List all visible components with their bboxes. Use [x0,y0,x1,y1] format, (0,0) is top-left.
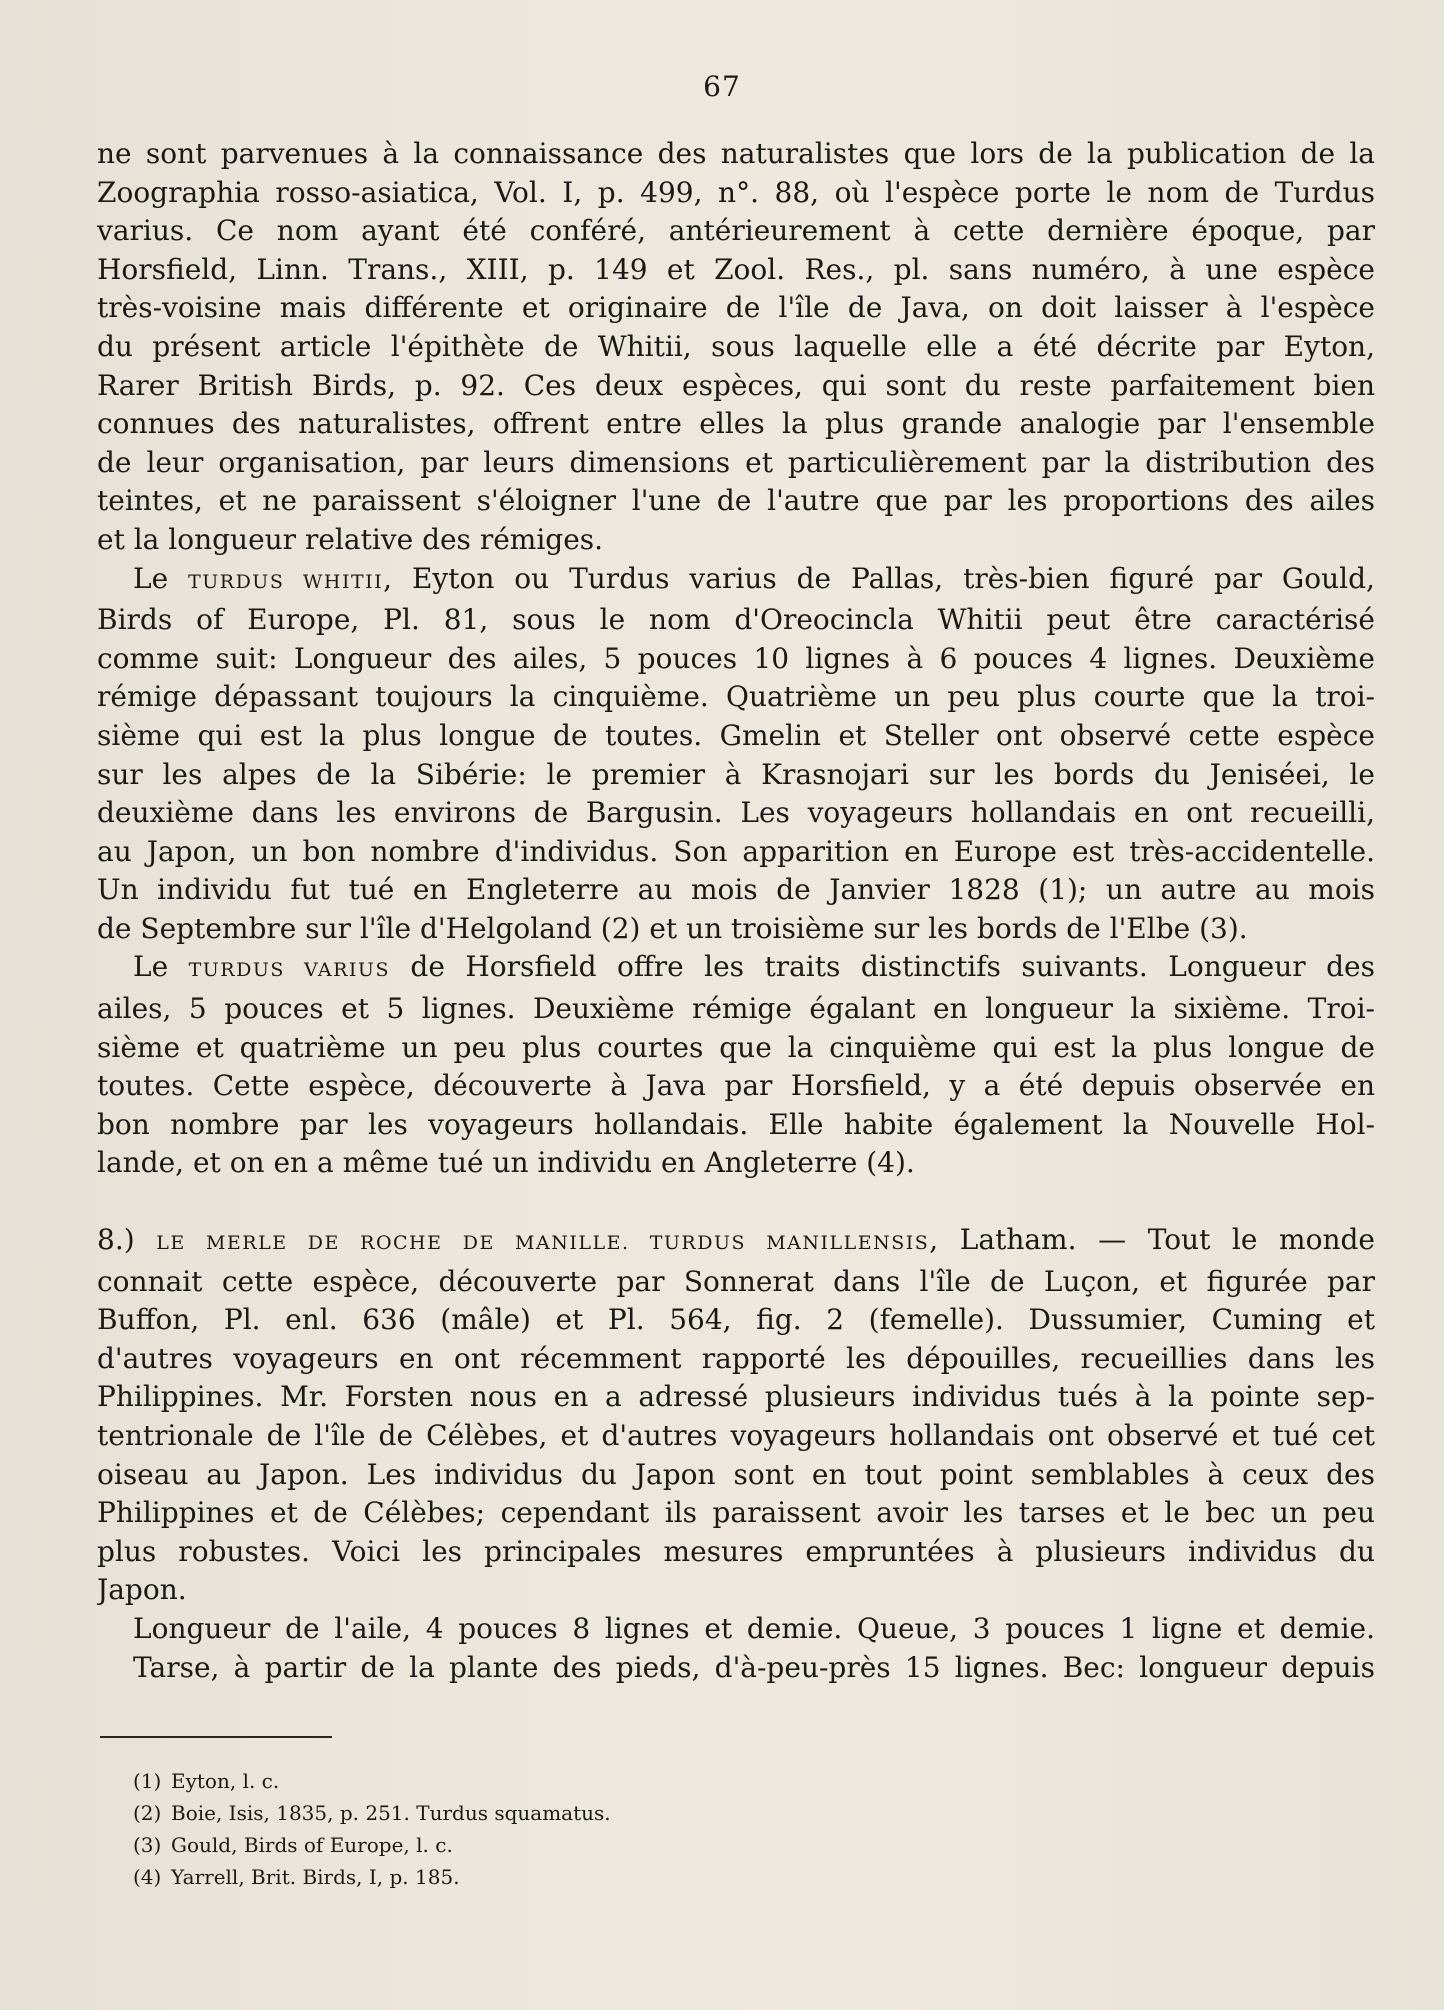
text-line: au Japon, un bon nombre d'individus. Son apparition en Europe est très-accidentelle. [97,834,1375,868]
line-rest: de Horsfield offre les traits distinctifs suivants. Longueur des [389,950,1375,984]
text-line: tentrionale de l'île de Célèbes, et d'autres voyageurs hollandais ont observé et tué cet [97,1419,1375,1452]
text-line: Zoographia rosso-asiatica, Vol. I, p. 499, n°. 88, où l'espèce porte le nom de Turdus [97,175,1375,209]
text-line: comme suit: Longueur des ailes, 5 pouces 10 lignes à 6 pouces 4 lignes. Deuxième [97,641,1375,675]
text-line: Un individu fut tué en Engleterre au mois de Janvier 1828 (1); un autre au mois [97,873,1375,907]
section-number: 8.) [97,1223,157,1257]
footnote-text: Gould, Birds of Europe, l. c. [171,1833,453,1857]
text-line: Tarse, à partir de la plante des pieds, d'à-peu-près 15 lignes. Bec: longueur depuis [133,1650,1375,1684]
text-line: Philippines. Mr. Forsten nous en a adressé plusieurs individus tués à la pointe sep- [97,1380,1375,1414]
text-line: teintes, et ne paraissent s'éloigner l'une de l'autre que par les proportions des ailes [97,484,1375,518]
page-number: 67 [703,70,741,103]
footnote-text: Yarrell, Brit. Birds, I, p. 185. [171,1865,460,1889]
text-line: sième et quatrième un peu plus courtes que la cinquième qui est la plus longue de [97,1030,1375,1064]
paragraph-5 [97,1610,1375,1687]
text-line: Philippines et de Célèbes; cependant ils paraissent avoir les tarses et le bec un peu [97,1496,1375,1530]
footnote [133,1765,611,1797]
footnote-number: (4) [133,1865,162,1889]
text-line: ne sont parvenues à la connaissance des naturalistes que lors de la publication de la [97,137,1375,170]
species-name-smallcaps: TURDUS WHITII [188,570,384,593]
species-name-smallcaps: TURDUS VARIUS [188,959,390,982]
text-line [97,1221,1375,1263]
section-gap [97,1183,1375,1221]
line-rest: , Eyton ou Turdus varius de Pallas, très-bien figuré par Gould, [383,561,1375,595]
footnote [133,1797,611,1829]
text-line: Horsfield, Linn. Trans., XIII, p. 149 et Zool. Res., pl. sans numéro, à une espèce [97,252,1375,286]
text-line: de Septembre sur l'île d'Helgoland (2) et un troisième sur les bords de l'Elbe (3). [97,911,1248,945]
text-line: varius. Ce nom ayant été conféré, antérieurement à cette dernière époque, par [97,214,1375,248]
text-line: ailes, 5 pouces et 5 lignes. Deuxième rémige égalant en longueur la sixième. Troi- [97,992,1375,1026]
line-lead: Le [133,561,189,595]
line-rest: , Latham. — Tout le monde [929,1223,1375,1257]
text-line: Longueur de l'aile, 4 pouces 8 lignes et demie. Queue, 3 pouces 1 ligne et demie. [133,1611,1375,1645]
text-line: oiseau au Japon. Les individus du Japon sont en tout point semblables à ceux des [97,1457,1375,1491]
footnotes [133,1765,611,1893]
text-line: Japon. [97,1573,187,1607]
text-line: Buffon, Pl. enl. 636 (mâle) et Pl. 564, fig. 2 (femelle). Dussumier, Cuming et [97,1303,1375,1337]
text-line: toutes. Cette espèce, découverte à Java par Horsfield, y a été depuis observée en [97,1069,1375,1103]
footnote-number: (3) [133,1833,162,1857]
paragraph-4 [97,1221,1375,1610]
text-line: plus robustes. Voici les principales mesures empruntées à plusieurs individus du [97,1534,1375,1568]
text-line: connues des naturalistes, offrent entre elles la plus grande analogie par l'ensemble [97,407,1375,441]
text-line: Birds of Europe, Pl. 81, sous le nom d'Oreocincla Whitii peut être caractérisé [97,603,1375,637]
text-line: bon nombre par les voyageurs hollandais. Elle habite également la Nouvelle Hol- [97,1107,1375,1141]
paragraph-2 [97,560,1375,949]
footnote-text: Eyton, l. c. [171,1769,280,1793]
text-line: sième qui est la plus longue de toutes. Gmelin et Steller ont observé cette espèce [97,718,1375,752]
footnote-number: (2) [133,1801,162,1825]
line-lead: Le [133,950,189,984]
text-line: d'autres voyageurs en ont récemment rapporté les dépouilles, recueillies dans les [97,1341,1375,1375]
text-line: sur les alpes de la Sibérie: le premier à Krasnojari sur les bords du Jeniséei, le [97,757,1375,791]
footnote-rule [100,1736,332,1738]
body-text [97,135,1375,1687]
footnote [133,1861,611,1893]
footnote [133,1829,611,1861]
section-heading-smallcaps: LE MERLE DE ROCHE DE MANILLE. TURDUS MANILLENSIS [156,1232,930,1255]
text-line [97,560,1375,602]
text-line: très-voisine mais différente et originaire de l'île de Java, on doit laisser à l'espèce [97,291,1375,325]
text-line [97,948,1375,990]
text-line: du présent article l'épithète de Whitii, sous laquelle elle a été décrite par Eyton, [97,329,1375,363]
text-line: de leur organisation, par leurs dimensions et particulièrement par la distribution des [97,445,1375,479]
text-line: Rarer British Birds, p. 92. Ces deux espèces, qui sont du reste parfaitement bien [97,368,1375,402]
text-line: rémige dépassant toujours la cinquième. Quatrième un peu plus courte que la troi- [97,680,1375,714]
text-line: lande, et on en a même tué un individu en Angleterre (4). [97,1146,915,1180]
footnote-number: (1) [133,1769,162,1793]
paragraph-1 [97,135,1375,560]
text-line: connait cette espèce, découverte par Sonnerat dans l'île de Luçon, et figurée par [97,1264,1375,1298]
paragraph-3 [97,948,1375,1183]
footnote-text: Boie, Isis, 1835, p. 251. Turdus squamatus. [171,1801,611,1825]
text-line: deuxième dans les environs de Bargusin. Les voyageurs hollandais en ont recueilli, [97,796,1375,830]
text-line: et la longueur relative des rémiges. [97,522,604,556]
